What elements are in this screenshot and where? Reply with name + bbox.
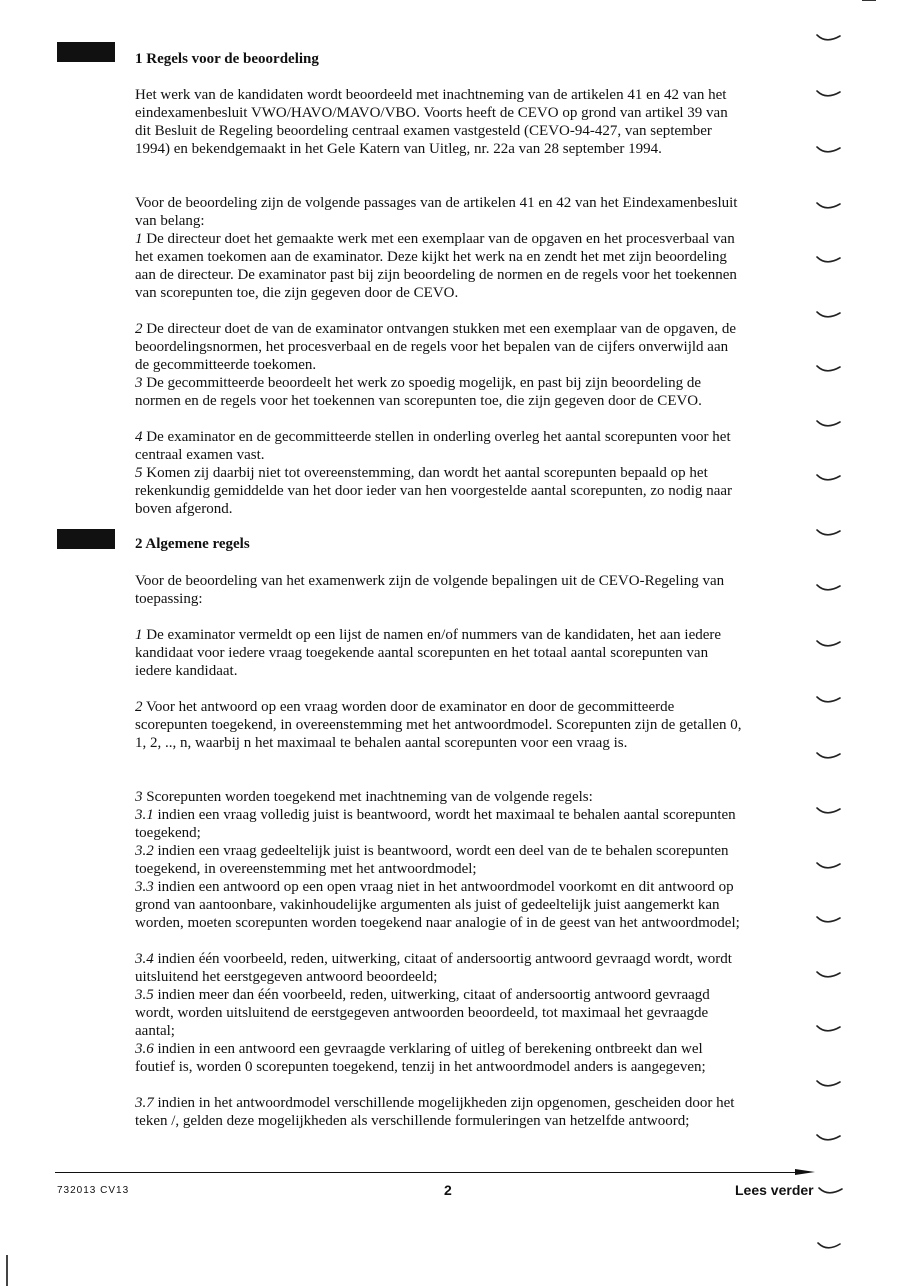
left-edge-mark [6, 1255, 8, 1286]
rule-text: De examinator vermeldt op een lijst de namen en/of nummers van de kandidaten, het aan iedere kandidaat voor iedere vraag toegekende aantal scorepunten en het totaal aantal scorepunten van iedere kandidaat. [135, 627, 722, 679]
subrule-3-2 [135, 842, 745, 878]
item-number: 4 [135, 429, 143, 445]
section-marker-1 [57, 42, 115, 62]
subrule-3-3 [135, 878, 745, 932]
section-2-intro: Voor de beoordeling van het examenwerk zijn de volgende bepalingen uit de CEVO-Regeling van toepassing: [135, 573, 725, 607]
arrow-right-icon [795, 1166, 815, 1178]
subrule-number: 3.2 [135, 843, 154, 859]
rule-1 [135, 626, 745, 680]
check-tick-icon [817, 35, 840, 40]
check-tick-icon [817, 585, 840, 590]
subrule-number: 3.5 [135, 987, 154, 1003]
check-tick-icon [817, 808, 840, 813]
item-text: De directeur doet de van de examinator ontvangen stukken met een exemplaar van de opgaven, de beoordelingsnormen, het procesverbaal en de regels voor het bepalen van de cijfers onverwijld aan de gecommitteerde toekomen. [135, 321, 737, 373]
item-number: 2 [135, 321, 143, 337]
rule-text: Voor het antwoord op een vraag worden door de examinator en door de gecommitteerde scorepunten toegekend, in overeenstemming met het antwoordmodel. Scorepunten zijn de getallen 0, 1, 2, .., n, waarbij n het maximaal te behalen aantal scorepunten voor een vraag is. [135, 699, 742, 751]
subrule-number: 3.7 [135, 1095, 154, 1111]
section-marker-2 [57, 529, 115, 549]
subrule-text: indien meer dan één voorbeeld, reden, uitwerking, citaat of andersoortig antwoord gevraagd wordt, worden uitsluitend de eerstgegeven antwoorden beoordeeld, tot maximaal het gevraagde aantal; [135, 987, 710, 1039]
check-tick-icon [817, 312, 840, 317]
margin-check-ticks [812, 0, 852, 1286]
subrule-number: 3.6 [135, 1041, 154, 1057]
subrule-text: indien een vraag gedeeltelijk juist is beantwoord, wordt een deel van de te behalen scorepunten toegekend, in overeenstemming met het antwoordmodel; [135, 843, 729, 877]
subrule-3-4 [135, 950, 745, 986]
check-tick-icon [817, 147, 840, 152]
subrule-text: indien een vraag volledig juist is beantwoord, wordt het maximaal te behalen aantal scorepunten toegekend; [135, 807, 736, 841]
item-number: 5 [135, 465, 143, 481]
check-tick-icon [817, 1135, 840, 1140]
subrule-text: indien één voorbeeld, reden, uitwerking, citaat of andersoortig antwoord gevraagd wordt, wordt uitsluitend het eerstgegeven antwoord beoordeeld; [135, 951, 732, 985]
subrule-3-7 [135, 1094, 745, 1130]
check-tick-icon [817, 91, 840, 96]
check-tick-icon [817, 1026, 840, 1031]
rule-2 [135, 698, 745, 752]
check-tick-icon [817, 641, 840, 646]
section-1-paragraph-2: Voor de beoordeling zijn de volgende passages van de artikelen 41 en 42 van het Eindexamenbesluit van belang: [135, 195, 738, 229]
check-tick-icon [817, 1081, 840, 1086]
section-1-paragraph-1: Het werk van de kandidaten wordt beoordeeld met inachtneming van de artikelen 41 en 42 van het eindexamenbesluit VWO/HAVO/MAVO/VBO. Voorts heeft de CEVO op grond van artikel 39 van dit Besluit de Regeling beoordeling centraal examen vastgesteld (CEVO-94-427, van september 1994) en bekendgemaakt in het Gele Katern van Uitleg, nr. 22a van 28 september 1994. [135, 87, 728, 157]
check-tick-icon [817, 863, 840, 868]
subrule-number: 3.1 [135, 807, 154, 823]
check-tick-icon [817, 203, 840, 208]
rule-3 [135, 788, 745, 806]
top-edge-mark [862, 0, 876, 1]
item-text: De examinator en de gecommitteerde stellen in onderling overleg het aantal scorepunten voor het centraal examen vast. [135, 429, 731, 463]
check-tick-icon [818, 1243, 840, 1248]
check-tick-icon [817, 753, 840, 758]
check-tick-icon [817, 697, 840, 702]
rule-text: Scorepunten worden toegekend met inachtneming van de volgende regels: [142, 789, 593, 805]
subrule-number: 3.4 [135, 951, 154, 967]
check-tick-icon [817, 421, 840, 426]
subrule-number: 3.3 [135, 879, 154, 895]
check-tick-icon [817, 917, 840, 922]
check-tick-icon [817, 972, 840, 977]
footer-rule [55, 1172, 805, 1173]
rule-number: 3 [135, 789, 143, 805]
check-tick-icon [817, 475, 840, 480]
section-2-title: 2 Algemene regels [135, 536, 250, 552]
subrule-text: indien een antwoord op een open vraag niet in het antwoordmodel voorkomt en dit antwoord op grond van aantoonbare, vakinhoudelijke argumenten als juist of gedeeltelijk juist aangemerkt kan worden, moeten scorepunten worden toegekend naar analogie of in de geest van het antwoordmodel; [135, 879, 740, 931]
item-number: 3 [135, 375, 143, 391]
article-item-2 [135, 320, 745, 374]
item-text: Komen zij daarbij niet tot overeenstemming, dan wordt het aantal scorepunten bepaald op het rekenkundig gemiddelde van het door ieder van hen voorgestelde aantal scorepunten, zo nodig naar boven afgerond. [135, 465, 733, 517]
subrule-text: indien in een antwoord een gevraagde verklaring of uitleg of berekening ontbreekt dan wel foutief is, worden 0 scorepunten toegekend, tenzij in het antwoordmodel anders is aangegeven; [135, 1041, 706, 1075]
check-tick-icon [817, 366, 840, 371]
item-text: De directeur doet het gemaakte werk met een exemplaar van de opgaven en het procesverbaal van het examen toekomen aan de examinator. Deze kijkt het werk na en zendt het met zijn beoordeling aan de directeur. De examinator past bij zijn beoordeling de normen en de regels voor het toekennen van scorepunten toe, die zijn gegeven door de CEVO. [135, 231, 737, 301]
section-1-title: 1 Regels voor de beoordeling [135, 51, 319, 67]
item-number: 1 [135, 231, 143, 247]
article-item-1 [135, 230, 745, 302]
article-item-4 [135, 428, 745, 464]
article-item-5 [135, 464, 745, 518]
subrule-3-6 [135, 1040, 745, 1076]
subrule-text: indien in het antwoordmodel verschillende mogelijkheden zijn opgenomen, gescheiden door het teken /, gelden deze mogelijkheden als verschillende formuleringen van hetzelfde antwoord; [135, 1095, 735, 1129]
article-item-3 [135, 374, 745, 410]
check-tick-icon [817, 530, 840, 535]
exam-code: 732013 CV13 [57, 1185, 130, 1196]
continue-label: Lees verder [735, 1182, 814, 1198]
check-tick-icon [817, 257, 840, 262]
subrule-3-5 [135, 986, 745, 1040]
rule-number: 2 [135, 699, 143, 715]
check-tick-icon [819, 1188, 842, 1193]
item-text: De gecommitteerde beoordeelt het werk zo spoedig mogelijk, en past bij zijn beoordeling de normen en de regels voor het toekennen van scorepunten toe, die zijn gegeven door de CEVO. [135, 375, 702, 409]
page-number: 2 [444, 1182, 452, 1198]
rule-number: 1 [135, 627, 143, 643]
subrule-3-1 [135, 806, 745, 842]
